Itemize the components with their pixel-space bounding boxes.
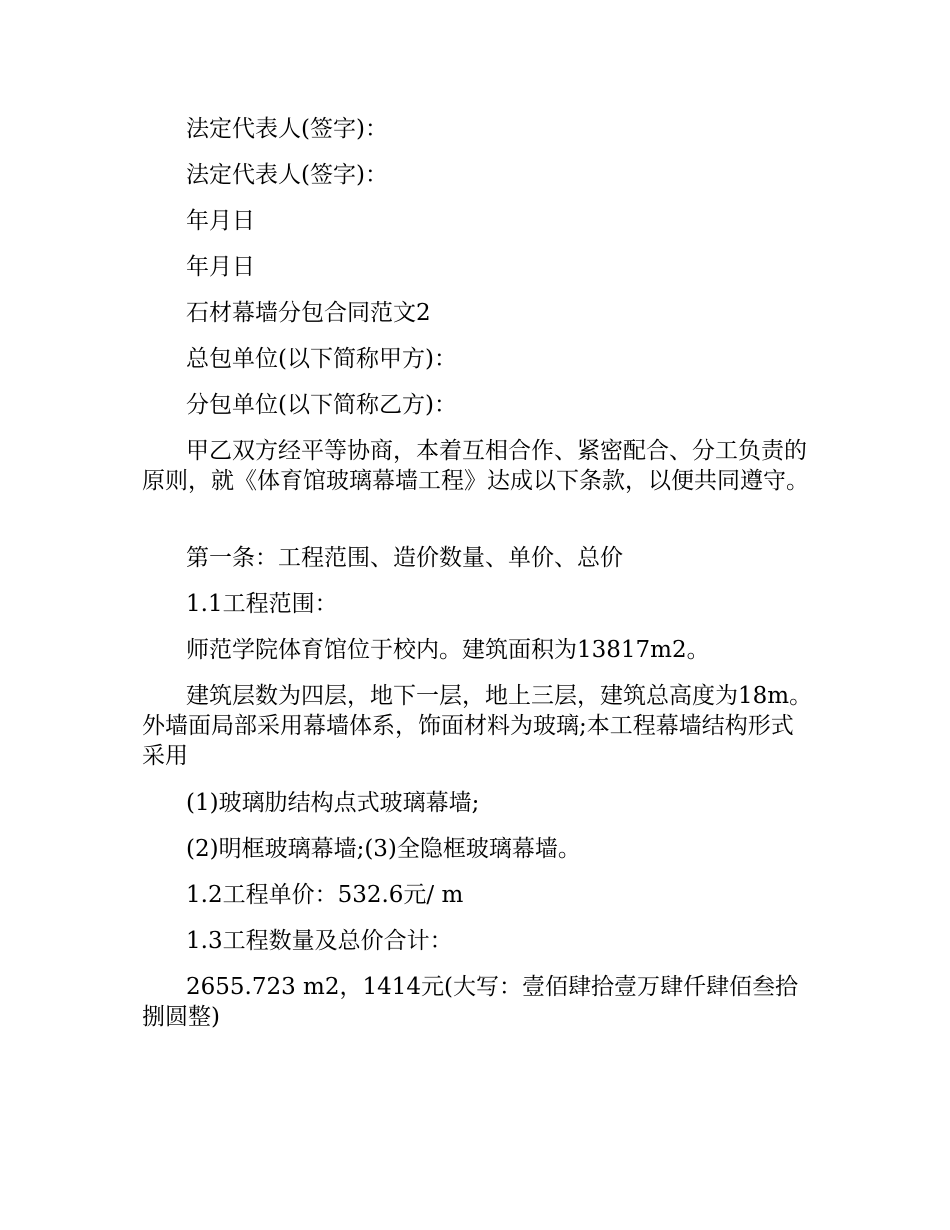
structure-type-1: (1)玻璃肋结构点式玻璃幕墙; <box>186 790 480 816</box>
date-line-party-a: 年月日 <box>186 208 255 234</box>
section-1-1-heading: 1.1工程范围： <box>186 591 338 617</box>
subcontractor-line: 分包单位(以下简称乙方)： <box>186 392 457 418</box>
preamble-paragraph: 甲乙双方经平等协商，本着互相合作、紧密配合、分工负责的原则，就《体育馆玻璃幕墙工程》达成以下条款，以便共同遵守。 <box>142 438 809 494</box>
section-1-3-heading: 1.3工程数量及总价合计： <box>186 928 453 954</box>
quantity-total-paragraph: 2655.723 m2，1414元(大写：壹佰肆拾壹万肆仟肆佰叁拾捌圆整) <box>142 974 799 1030</box>
project-location-paragraph: 师范学院体育馆位于校内。建筑面积为13817m2。 <box>186 637 710 663</box>
signature-line-party-b: 法定代表人(签字)： <box>186 162 388 188</box>
article-one-heading: 第一条：工程范围、造价数量、单价、总价 <box>186 545 623 571</box>
structure-type-2-3: (2)明框玻璃幕墙;(3)全隐框玻璃幕墙。 <box>186 836 581 862</box>
date-line-party-b: 年月日 <box>186 254 255 280</box>
general-contractor-line: 总包单位(以下简称甲方)： <box>186 346 457 372</box>
section-1-2-unit-price: 1.2工程单价：532.6元/ m <box>186 882 464 908</box>
contract-title: 石材幕墙分包合同范文2 <box>186 300 431 326</box>
building-description-paragraph: 建筑层数为四层，地下一层，地上三层，建筑总高度为18m。外墙面局部采用幕墙体系，饰面材料为玻璃;本工程幕墙结构形式采用 <box>142 683 813 769</box>
signature-line-party-a: 法定代表人(签字)： <box>186 116 388 142</box>
